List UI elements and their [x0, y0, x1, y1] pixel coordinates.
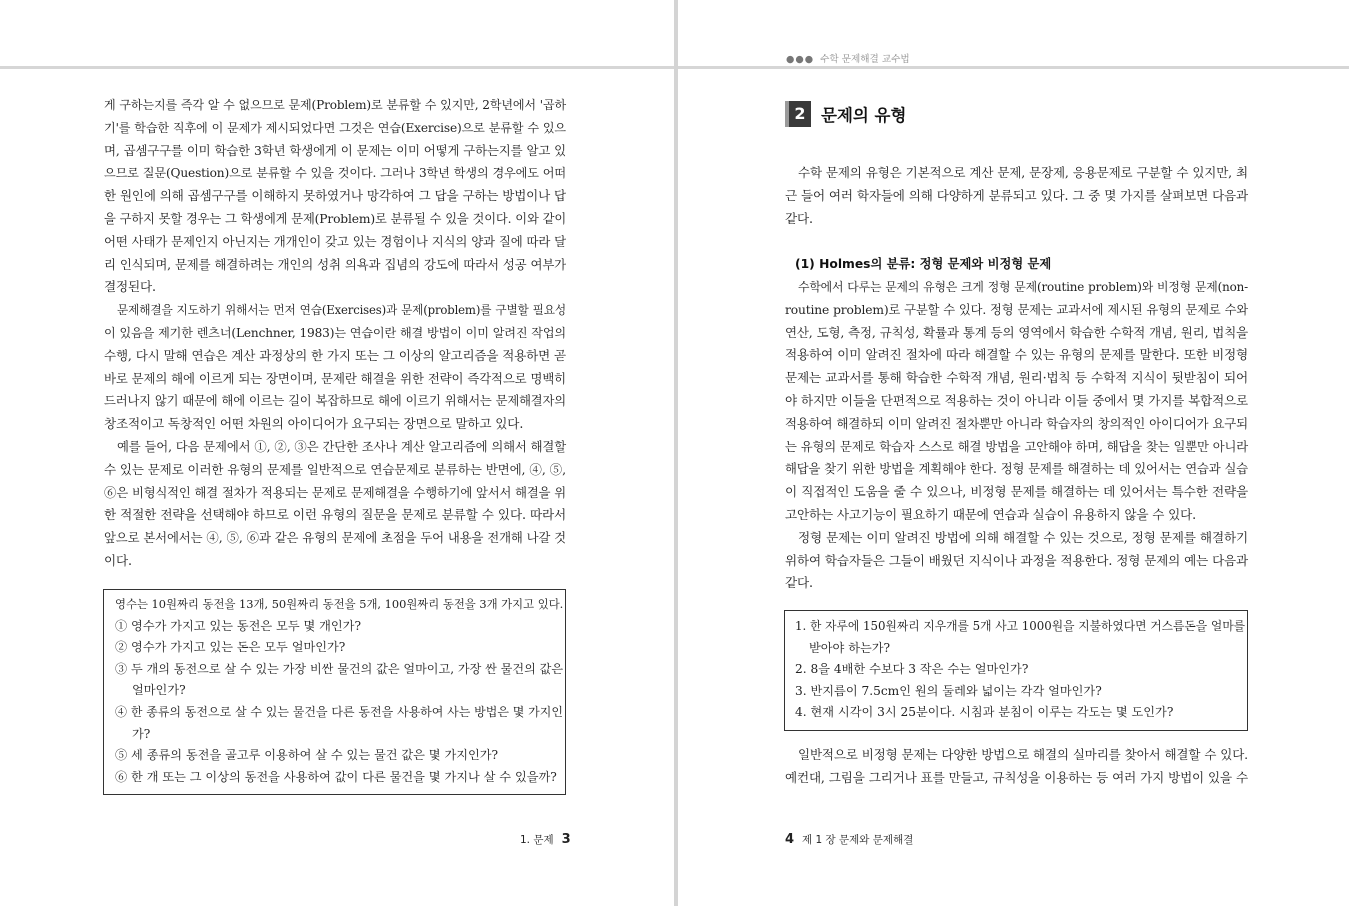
- text-line: 수 있는 문제로 이러한 유형의 문제를 일반적으로 연습문제로 분류하는 반면에, ④, ⑤,: [104, 461, 566, 477]
- box-line: ③ 두 개의 동전으로 살 수 있는 가장 비싼 물건의 값은 얼마이고, 가장 싼 물건의 값은: [115, 661, 564, 676]
- text-line: 으므로 질문(Question)으로 분류할 수 있을 것이다. 그러나 3학년 학생의 경우에도 어떠: [104, 166, 566, 181]
- box-line: 받아야 하는가?: [809, 640, 891, 655]
- box-line: 2. 8을 4배한 수보다 3 작은 수는 얼마인가?: [795, 662, 1029, 677]
- running-header-title: 수학 문제해결 교수법: [820, 54, 910, 65]
- text-line: 기'를 학습한 직후에 이 문제가 제시되었다면 그것은 연습(Exercise)으로 분류할 수 있으: [104, 120, 566, 135]
- box-line: ④ 한 종류의 동전으로 살 수 있는 물건을 다른 동전을 사용하여 사는 방법은 몇 가지인: [115, 704, 563, 719]
- text-line: 드러나지 않기 때문에 해에 이르는 길이 복잡하므로 해에 이르기 위해서는 문제해결자의: [104, 394, 566, 409]
- top-rule: [678, 66, 1349, 69]
- top-rule: [0, 66, 674, 69]
- left-body-text: [104, 94, 566, 573]
- box-line: 1. 한 자루에 150원짜리 지우개를 5개 사고 1000원을 지불하였다면 거스름돈을 얼마를: [795, 619, 1246, 633]
- page-number: 4: [785, 832, 795, 847]
- footer-label: 1. 문제: [520, 834, 554, 846]
- text-line: 게 구하는지를 즉각 알 수 없으므로 문제(Problem)로 분류할 수 있지만, 2학년에서 '곱하: [104, 98, 566, 112]
- box-line: ⑤ 세 종류의 동전을 골고루 이용하여 살 수 있는 물건 값은 몇 가지인가?: [115, 748, 499, 763]
- box-line: ⑥ 한 개 또는 그 이상의 동전을 사용하여 값이 다른 물건을 몇 가지나 살 수 있을까?: [115, 769, 557, 784]
- text-line: 을 구하지 못할 경우는 그 학생에게 문제(Problem)로 분류될 수 있을 것이다. 이와 같이: [104, 211, 566, 226]
- box-line: 4. 현재 시각이 3시 25분이다. 시침과 분침이 이루는 각도는 몇 도인가?: [795, 705, 1174, 720]
- text-line: routine problem)로 구분할 수 있다. 정형 문제는 교과서에 제시된 유형의 문제로 수와: [785, 302, 1248, 317]
- text-line: 한 원인에 의해 곱셈구구를 이해하지 못하였거나 망각하여 그 답을 구하는 방법이나 답: [104, 188, 566, 204]
- text-line: 같다.: [785, 210, 813, 226]
- text-line: 일반적으로 비정형 문제는 다양한 방법으로 해결의 실마리를 찾아서 해결할 수 있다.: [798, 747, 1248, 762]
- right-body-text: [785, 276, 1248, 595]
- text-line: 이다.: [104, 552, 132, 568]
- text-line: 결정된다.: [104, 279, 156, 295]
- text-line: 야 하지만 이들을 단편적으로 적용하는 것이 아니라 이들 중에서 몇 가지를 복합적으로: [785, 392, 1248, 408]
- intro-paragraph: [785, 162, 1248, 230]
- text-line: 예를 들어, 다음 문제에서 ①, ②, ③은 간단한 조사나 계산 알고리즘에 의해서 해결할: [117, 439, 566, 454]
- text-line: 며, 곱셈구구를 이미 학습한 3학년 학생에게 이 문제는 이미 어떻게 구하는지를 알고 있: [104, 142, 566, 158]
- text-line: 예컨대, 그림을 그리거나 표를 만들고, 규칙성을 이용하는 등 여러 가지 방법이 있을 수: [785, 769, 1248, 785]
- coin-problem-box: [103, 589, 566, 795]
- text-line: 근 들어 여러 학자들에 의해 다양하게 분류되고 있다. 그 중 몇 가지를 살펴보면 다음과: [785, 187, 1248, 203]
- text-line: 정형 문제는 이미 알려진 방법에 의해 해결할 수 있는 것으로, 정형 문제를 해결하기: [798, 529, 1248, 545]
- box-line: ② 영수가 가지고 있는 돈은 모두 얼마인가?: [115, 640, 346, 655]
- box-line: 영수는 10원짜리 동전을 13개, 50원짜리 동전을 5개, 100원짜리 동전을 3개 가지고 있다.: [115, 597, 564, 611]
- text-line: 수행, 다시 말해 연습은 계산 과정상의 한 가지 또는 그 이상의 알고리즘을 적용하면 곧: [104, 347, 566, 363]
- section-heading: [785, 101, 906, 127]
- page-number: 3: [561, 832, 571, 847]
- subsection-heading: (1) Holmes의 분류: 정형 문제와 비정형 문제: [795, 257, 1052, 271]
- left-page-footer: [520, 832, 571, 847]
- section-number-badge: 2: [785, 101, 811, 127]
- running-header: [786, 51, 910, 65]
- right-page-footer: [785, 832, 913, 847]
- box-line: 3. 반지름이 7.5cm인 원의 둘레와 넓이는 각각 얼마인가?: [795, 683, 1102, 698]
- section-title: 문제의 유형: [821, 106, 907, 125]
- header-dots-icon: ●●●: [786, 54, 815, 65]
- text-line: 이 있음을 제기한 렌츠너(Lenchner, 1983)는 연습이란 해결 방법이 이미 알려진 작업의: [104, 325, 566, 340]
- box-line: 얼마인가?: [132, 683, 186, 698]
- text-line: 적용하여 해결하되 이미 알려진 절차뿐만 아니라 학습자의 창의적인 아이디어가 요구되: [785, 415, 1248, 431]
- text-line: 창조적이고 독창적인 어떤 차원의 아이디어가 요구되는 장면으로 말하고 있다.: [104, 416, 524, 432]
- footer-label: 제 1 장 문제와 문제해결: [802, 834, 914, 846]
- text-line: ⑥은 비형식적인 해결 절차가 적용되는 문제로 문제해결을 수행하기에 앞서서 해결을 위: [104, 485, 566, 500]
- text-line: 수학에서 다루는 문제의 유형은 크게 정형 문제(routine problem)와 비정형 문제(non-: [798, 280, 1248, 294]
- text-line: 이 직접적인 도움을 줄 수 있으나, 비정형 문제를 해결하는 데 있어서는 특수한 전략을: [785, 484, 1248, 500]
- text-line: 바로 문제의 해에 이르게 되는 장면이며, 문제란 해결을 위한 전략이 즉각적으로 명백히: [104, 370, 566, 386]
- text-line: 연산, 도형, 측정, 규칙성, 확률과 통계 등의 영역에서 학습한 수학적 개념, 원리, 법칙을: [785, 324, 1248, 340]
- text-line: 리 인식되며, 문제를 해결하려는 개인의 성취 의욕과 집념의 강도에 따라서 성공 여부가: [104, 256, 566, 272]
- text-line: 같다.: [785, 575, 813, 591]
- box-line: ① 영수가 가지고 있는 동전은 모두 몇 개인가?: [115, 618, 361, 633]
- text-line: 해답을 찾기 위한 방법을 계획해야 한다. 정형 문제를 해결하는 데 있어서는 연습과 실습: [785, 462, 1248, 477]
- text-line: 문제는 교과서를 통해 학습한 수학적 개념, 원리·법칙 등 수학적 지식이 뒷받침이 되어: [785, 370, 1248, 386]
- text-line: 앞으로 본서에서는 ④, ⑤, ⑥과 같은 유형의 문제에 초점을 두어 내용을 전개해 나갈 것: [104, 530, 566, 546]
- text-line: 위하여 학습자들은 그들이 배웠던 지식이나 과정을 적용한다. 정형 문제의 예는 다음과: [785, 552, 1248, 568]
- closing-paragraph: [785, 744, 1248, 790]
- text-line: 는 유형의 문제로 학습자 스스로 해결 방법을 고안해야 하며, 해답을 찾는 일뿐만 아니라: [785, 439, 1248, 454]
- text-line: 한 적절한 전략을 선택해야 하므로 이런 유형의 질문을 문제로 분류할 수 있다. 따라서: [104, 507, 566, 523]
- text-line: 적용하여 이미 알려진 절차에 따라 해결할 수 있는 유형의 문제를 말한다. 또한 비정형: [785, 347, 1248, 363]
- text-line: 수학 문제의 유형은 기본적으로 계산 문제, 문장제, 응용문제로 구분할 수 있지만, 최: [798, 165, 1248, 180]
- text-line: 어떤 사태가 문제인지 아닌지는 개개인이 갖고 있는 경험이나 지식의 양과 질에 따라 달: [104, 233, 566, 249]
- box-line: 가?: [132, 726, 151, 741]
- routine-problem-box: [784, 610, 1248, 731]
- text-line: 문제해결을 지도하기 위해서는 먼저 연습(Exercises)과 문제(problem)를 구별할 필요성: [117, 303, 566, 318]
- text-line: 고안하는 사고기능이 필요하기 때문에 연습과 실습이 유용하지 않을 수 있다.: [785, 506, 1197, 522]
